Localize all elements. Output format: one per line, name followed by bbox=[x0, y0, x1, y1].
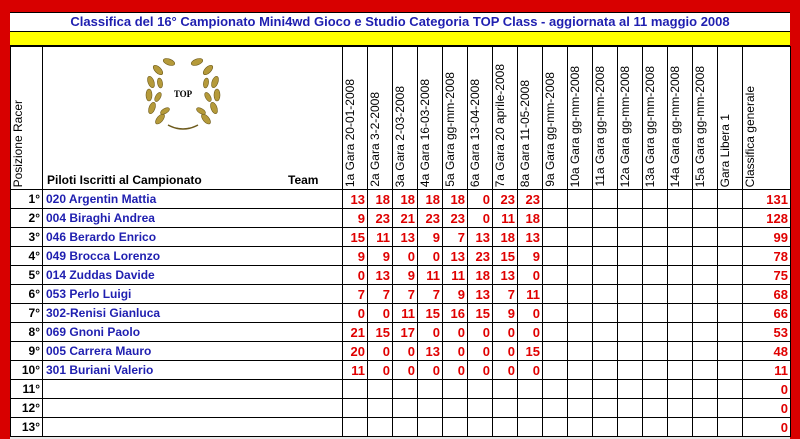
score-cell bbox=[668, 361, 693, 380]
race-header-12: 12a Gara gg-mm-2008 bbox=[618, 47, 643, 190]
score-cell bbox=[668, 342, 693, 361]
score-cell: 13 bbox=[343, 190, 368, 209]
position-cell: 8° bbox=[11, 323, 43, 342]
score-cell: 11 bbox=[343, 361, 368, 380]
score-cell: 9 bbox=[518, 247, 543, 266]
score-cell: 11 bbox=[393, 304, 418, 323]
race-header-15: 15a Gara gg-mm-2008 bbox=[693, 47, 718, 190]
score-cell bbox=[618, 342, 643, 361]
pilot-name-cell: 004 Biraghi Andrea bbox=[43, 209, 343, 228]
score-cell: 20 bbox=[343, 342, 368, 361]
score-cell bbox=[568, 399, 593, 418]
score-cell bbox=[618, 228, 643, 247]
score-cell: 11 bbox=[493, 209, 518, 228]
yellow-separator-row bbox=[10, 32, 790, 46]
position-cell: 7° bbox=[11, 304, 43, 323]
page-title: Classifica del 16° Campionato Mini4wd Gioco e Studio Categoria TOP Class - aggiornata al 11 maggio 2008 bbox=[70, 14, 730, 29]
score-cell bbox=[568, 266, 593, 285]
score-cell bbox=[693, 342, 718, 361]
score-cell: 21 bbox=[393, 209, 418, 228]
race-header-9: 9a Gara gg-mm-2008 bbox=[543, 47, 568, 190]
table-row bbox=[11, 323, 791, 342]
score-cell: 18 bbox=[468, 266, 493, 285]
score-cell bbox=[568, 190, 593, 209]
score-cell: 0 bbox=[368, 304, 393, 323]
position-cell: 4° bbox=[11, 247, 43, 266]
score-cell: 7 bbox=[343, 285, 368, 304]
score-cell: 15 bbox=[493, 247, 518, 266]
score-cell bbox=[618, 266, 643, 285]
score-cell: 0 bbox=[393, 247, 418, 266]
score-cell: 0 bbox=[493, 323, 518, 342]
score-cell bbox=[668, 228, 693, 247]
score-cell: 0 bbox=[468, 323, 493, 342]
score-cell: 15 bbox=[418, 304, 443, 323]
score-cell bbox=[368, 399, 393, 418]
score-cell: 23 bbox=[368, 209, 393, 228]
score-cell bbox=[718, 266, 743, 285]
score-cell: 0 bbox=[493, 361, 518, 380]
race-header-2: 2a Gara 3-2-2008 bbox=[368, 47, 393, 190]
position-cell: 6° bbox=[11, 285, 43, 304]
race-header-3: 3a Gara 2-03-2008 bbox=[393, 47, 418, 190]
table-row bbox=[11, 247, 791, 266]
score-cell bbox=[618, 380, 643, 399]
score-cell bbox=[443, 399, 468, 418]
pilot-name-cell: 069 Gnoni Paolo bbox=[43, 323, 343, 342]
score-cell: 18 bbox=[493, 228, 518, 247]
total-cell: 48 bbox=[743, 342, 791, 361]
table-row bbox=[11, 380, 791, 399]
score-cell bbox=[668, 190, 693, 209]
score-cell: 0 bbox=[343, 304, 368, 323]
score-cell bbox=[718, 228, 743, 247]
pilot-name-cell: 005 Carrera Mauro bbox=[43, 342, 343, 361]
score-cell: 11 bbox=[418, 266, 443, 285]
score-cell bbox=[568, 247, 593, 266]
position-cell: 13° bbox=[11, 418, 43, 437]
position-cell: 1° bbox=[11, 190, 43, 209]
score-cell: 9 bbox=[343, 247, 368, 266]
score-cell: 13 bbox=[443, 247, 468, 266]
score-cell: 9 bbox=[443, 285, 468, 304]
score-cell bbox=[568, 323, 593, 342]
score-cell bbox=[568, 304, 593, 323]
score-cell bbox=[618, 247, 643, 266]
score-cell bbox=[668, 323, 693, 342]
race-header-11: 11a Gara gg-mm-2008 bbox=[593, 47, 618, 190]
score-cell bbox=[393, 399, 418, 418]
score-cell: 23 bbox=[468, 247, 493, 266]
score-cell bbox=[643, 323, 668, 342]
score-cell bbox=[618, 190, 643, 209]
score-cell: 13 bbox=[418, 342, 443, 361]
position-cell: 11° bbox=[11, 380, 43, 399]
score-cell bbox=[718, 399, 743, 418]
pilot-name-cell: 302-Renisi Gianluca bbox=[43, 304, 343, 323]
score-cell bbox=[718, 247, 743, 266]
score-cell bbox=[593, 266, 618, 285]
score-cell bbox=[468, 418, 493, 437]
score-cell bbox=[718, 323, 743, 342]
score-cell: 0 bbox=[443, 323, 468, 342]
score-cell bbox=[593, 399, 618, 418]
race-header-10: 10a Gara gg-mm-2008 bbox=[568, 47, 593, 190]
header-row bbox=[11, 47, 791, 190]
top-red-band bbox=[0, 0, 800, 12]
score-cell: 13 bbox=[493, 266, 518, 285]
score-cell bbox=[418, 380, 443, 399]
score-cell bbox=[343, 380, 368, 399]
score-cell bbox=[593, 323, 618, 342]
total-cell: 78 bbox=[743, 247, 791, 266]
total-cell: 66 bbox=[743, 304, 791, 323]
pilot-name-cell bbox=[43, 380, 343, 399]
total-cell: 0 bbox=[743, 418, 791, 437]
score-cell bbox=[493, 399, 518, 418]
score-cell bbox=[418, 418, 443, 437]
score-cell bbox=[643, 209, 668, 228]
score-cell: 0 bbox=[518, 323, 543, 342]
score-cell bbox=[643, 418, 668, 437]
score-cell: 0 bbox=[518, 266, 543, 285]
score-cell bbox=[568, 361, 593, 380]
score-cell bbox=[693, 228, 718, 247]
score-cell bbox=[518, 418, 543, 437]
score-cell: 0 bbox=[393, 342, 418, 361]
score-cell bbox=[643, 342, 668, 361]
score-cell: 23 bbox=[518, 190, 543, 209]
table-row bbox=[11, 304, 791, 323]
score-cell: 7 bbox=[393, 285, 418, 304]
score-cell: 0 bbox=[393, 361, 418, 380]
score-cell bbox=[593, 342, 618, 361]
race-header-7: 7a Gara 20 aprile-2008 bbox=[493, 47, 518, 190]
score-cell bbox=[643, 285, 668, 304]
total-cell: 11 bbox=[743, 361, 791, 380]
total-cell: 0 bbox=[743, 399, 791, 418]
score-cell bbox=[618, 304, 643, 323]
score-cell bbox=[543, 380, 568, 399]
pilot-name-cell: 020 Argentin Mattia bbox=[43, 190, 343, 209]
score-cell: 9 bbox=[418, 228, 443, 247]
score-cell: 0 bbox=[468, 342, 493, 361]
position-cell: 10° bbox=[11, 361, 43, 380]
score-cell: 0 bbox=[368, 342, 393, 361]
score-cell bbox=[693, 323, 718, 342]
total-cell: 75 bbox=[743, 266, 791, 285]
score-cell bbox=[568, 285, 593, 304]
score-cell bbox=[418, 399, 443, 418]
title-row bbox=[10, 12, 790, 32]
score-cell: 13 bbox=[468, 228, 493, 247]
score-cell bbox=[693, 361, 718, 380]
score-cell: 0 bbox=[418, 247, 443, 266]
score-cell bbox=[368, 418, 393, 437]
score-cell: 17 bbox=[393, 323, 418, 342]
pilot-name-cell bbox=[43, 418, 343, 437]
score-cell bbox=[693, 247, 718, 266]
score-cell bbox=[493, 380, 518, 399]
score-cell bbox=[543, 209, 568, 228]
table-row bbox=[11, 361, 791, 380]
score-cell bbox=[593, 380, 618, 399]
score-cell bbox=[718, 285, 743, 304]
score-cell bbox=[593, 228, 618, 247]
score-cell bbox=[543, 228, 568, 247]
score-cell: 7 bbox=[368, 285, 393, 304]
score-cell bbox=[718, 209, 743, 228]
score-cell: 7 bbox=[418, 285, 443, 304]
score-cell bbox=[543, 361, 568, 380]
score-cell bbox=[718, 342, 743, 361]
score-cell bbox=[618, 399, 643, 418]
score-cell bbox=[693, 418, 718, 437]
score-cell bbox=[618, 209, 643, 228]
score-cell bbox=[643, 266, 668, 285]
score-cell bbox=[643, 361, 668, 380]
score-cell bbox=[643, 399, 668, 418]
score-cell: 0 bbox=[443, 361, 468, 380]
score-cell bbox=[543, 323, 568, 342]
position-header: Posizione Racer bbox=[11, 47, 43, 190]
score-cell: 11 bbox=[518, 285, 543, 304]
score-cell bbox=[643, 380, 668, 399]
total-cell: 53 bbox=[743, 323, 791, 342]
score-cell bbox=[543, 247, 568, 266]
score-cell bbox=[618, 418, 643, 437]
score-cell bbox=[593, 209, 618, 228]
position-cell: 9° bbox=[11, 342, 43, 361]
score-cell: 0 bbox=[418, 361, 443, 380]
score-cell bbox=[568, 228, 593, 247]
score-cell bbox=[543, 418, 568, 437]
score-cell bbox=[543, 342, 568, 361]
score-cell: 0 bbox=[518, 304, 543, 323]
logo-text: TOP bbox=[173, 89, 193, 99]
score-cell bbox=[693, 209, 718, 228]
score-cell bbox=[543, 266, 568, 285]
score-cell bbox=[668, 247, 693, 266]
score-cell bbox=[693, 190, 718, 209]
score-cell: 11 bbox=[443, 266, 468, 285]
score-cell bbox=[693, 304, 718, 323]
score-cell bbox=[593, 304, 618, 323]
score-cell bbox=[568, 342, 593, 361]
race-header-6: 6a Gara 13-04-2008 bbox=[468, 47, 493, 190]
score-cell bbox=[593, 418, 618, 437]
table-row bbox=[11, 266, 791, 285]
score-cell bbox=[693, 380, 718, 399]
score-cell: 0 bbox=[368, 361, 393, 380]
score-cell bbox=[718, 380, 743, 399]
score-cell: 18 bbox=[393, 190, 418, 209]
race-header-13: 13a Gara gg-mm-2008 bbox=[643, 47, 668, 190]
score-cell bbox=[693, 399, 718, 418]
score-cell bbox=[343, 399, 368, 418]
score-cell: 11 bbox=[368, 228, 393, 247]
pilot-name-cell: 301 Buriani Valerio bbox=[43, 361, 343, 380]
score-cell: 7 bbox=[443, 228, 468, 247]
position-cell: 5° bbox=[11, 266, 43, 285]
score-cell: 18 bbox=[418, 190, 443, 209]
score-cell bbox=[593, 247, 618, 266]
score-cell bbox=[568, 380, 593, 399]
score-cell bbox=[543, 399, 568, 418]
score-cell bbox=[393, 418, 418, 437]
laurel-wreath-logo bbox=[138, 53, 228, 133]
pilot-name-cell: 014 Zuddas Davide bbox=[43, 266, 343, 285]
pilots-header bbox=[43, 47, 343, 190]
score-cell bbox=[518, 399, 543, 418]
score-cell: 0 bbox=[468, 209, 493, 228]
score-cell: 13 bbox=[393, 228, 418, 247]
score-cell bbox=[593, 361, 618, 380]
score-cell: 15 bbox=[468, 304, 493, 323]
score-cell: 9 bbox=[493, 304, 518, 323]
score-cell bbox=[568, 418, 593, 437]
score-cell bbox=[593, 285, 618, 304]
left-red-border bbox=[0, 0, 10, 439]
score-cell: 0 bbox=[468, 361, 493, 380]
total-cell: 0 bbox=[743, 380, 791, 399]
score-cell bbox=[643, 304, 668, 323]
total-cell: 99 bbox=[743, 228, 791, 247]
score-cell: 16 bbox=[443, 304, 468, 323]
table-row bbox=[11, 342, 791, 361]
score-cell: 9 bbox=[393, 266, 418, 285]
position-cell: 2° bbox=[11, 209, 43, 228]
table-row bbox=[11, 209, 791, 228]
score-cell: 9 bbox=[343, 209, 368, 228]
score-cell: 13 bbox=[518, 228, 543, 247]
total-header: Classifica generale bbox=[743, 47, 791, 190]
score-cell bbox=[468, 380, 493, 399]
score-cell bbox=[668, 418, 693, 437]
score-cell: 18 bbox=[518, 209, 543, 228]
score-cell bbox=[543, 190, 568, 209]
race-header-8: 8a Gara 11-05-2008 bbox=[518, 47, 543, 190]
score-cell bbox=[393, 380, 418, 399]
race-header-5: 5a Gara gg-mm-2008 bbox=[443, 47, 468, 190]
score-cell bbox=[693, 266, 718, 285]
score-cell bbox=[693, 285, 718, 304]
score-cell bbox=[443, 418, 468, 437]
race-header-1: 1a Gara 20-01-2008 bbox=[343, 47, 368, 190]
score-cell: 13 bbox=[368, 266, 393, 285]
score-cell bbox=[593, 190, 618, 209]
pilots-header-label: Piloti Iscritti al Campionato bbox=[47, 173, 202, 187]
score-cell: 15 bbox=[343, 228, 368, 247]
score-cell: 0 bbox=[518, 361, 543, 380]
score-cell bbox=[668, 285, 693, 304]
pilot-name-cell: 053 Perlo Luigi bbox=[43, 285, 343, 304]
score-cell: 0 bbox=[343, 266, 368, 285]
race-header-4: 4a Gara 16-03-2008 bbox=[418, 47, 443, 190]
pilot-name-cell: 049 Brocca Lorenzo bbox=[43, 247, 343, 266]
table-row bbox=[11, 228, 791, 247]
score-cell: 23 bbox=[418, 209, 443, 228]
score-cell: 0 bbox=[468, 190, 493, 209]
score-cell bbox=[443, 380, 468, 399]
score-cell bbox=[718, 304, 743, 323]
score-cell bbox=[468, 399, 493, 418]
score-cell bbox=[543, 285, 568, 304]
score-cell: 7 bbox=[493, 285, 518, 304]
score-cell: 18 bbox=[443, 190, 468, 209]
score-cell: 15 bbox=[518, 342, 543, 361]
score-cell: 0 bbox=[493, 342, 518, 361]
race-header-14: 14a Gara gg-mm-2008 bbox=[668, 47, 693, 190]
score-cell: 0 bbox=[418, 323, 443, 342]
score-cell bbox=[543, 304, 568, 323]
score-cell: 9 bbox=[368, 247, 393, 266]
score-cell bbox=[618, 323, 643, 342]
race-header-16: Gara Libera 1 bbox=[718, 47, 743, 190]
score-cell bbox=[718, 190, 743, 209]
team-header-label: Team bbox=[288, 173, 319, 187]
score-cell bbox=[643, 228, 668, 247]
score-cell: 21 bbox=[343, 323, 368, 342]
score-cell: 18 bbox=[368, 190, 393, 209]
score-cell bbox=[643, 247, 668, 266]
score-cell: 0 bbox=[443, 342, 468, 361]
score-cell: 23 bbox=[493, 190, 518, 209]
pilot-name-cell bbox=[43, 399, 343, 418]
score-cell bbox=[718, 361, 743, 380]
right-red-border bbox=[790, 0, 800, 439]
score-cell bbox=[718, 418, 743, 437]
score-cell bbox=[618, 285, 643, 304]
total-cell: 68 bbox=[743, 285, 791, 304]
position-cell: 3° bbox=[11, 228, 43, 247]
score-cell bbox=[618, 361, 643, 380]
table-row bbox=[11, 399, 791, 418]
table-row bbox=[11, 418, 791, 437]
score-cell bbox=[643, 190, 668, 209]
total-cell: 131 bbox=[743, 190, 791, 209]
score-cell bbox=[668, 399, 693, 418]
score-cell bbox=[493, 418, 518, 437]
score-cell: 15 bbox=[368, 323, 393, 342]
score-cell bbox=[668, 304, 693, 323]
score-cell: 23 bbox=[443, 209, 468, 228]
total-cell: 128 bbox=[743, 209, 791, 228]
score-cell bbox=[668, 209, 693, 228]
score-cell bbox=[343, 418, 368, 437]
position-cell: 12° bbox=[11, 399, 43, 418]
table-row bbox=[11, 285, 791, 304]
score-cell bbox=[668, 380, 693, 399]
table-row bbox=[11, 190, 791, 209]
score-cell bbox=[568, 209, 593, 228]
standings-table bbox=[10, 46, 791, 437]
score-cell: 13 bbox=[468, 285, 493, 304]
score-cell bbox=[368, 380, 393, 399]
pilot-name-cell: 046 Berardo Enrico bbox=[43, 228, 343, 247]
score-cell bbox=[518, 380, 543, 399]
score-cell bbox=[668, 266, 693, 285]
